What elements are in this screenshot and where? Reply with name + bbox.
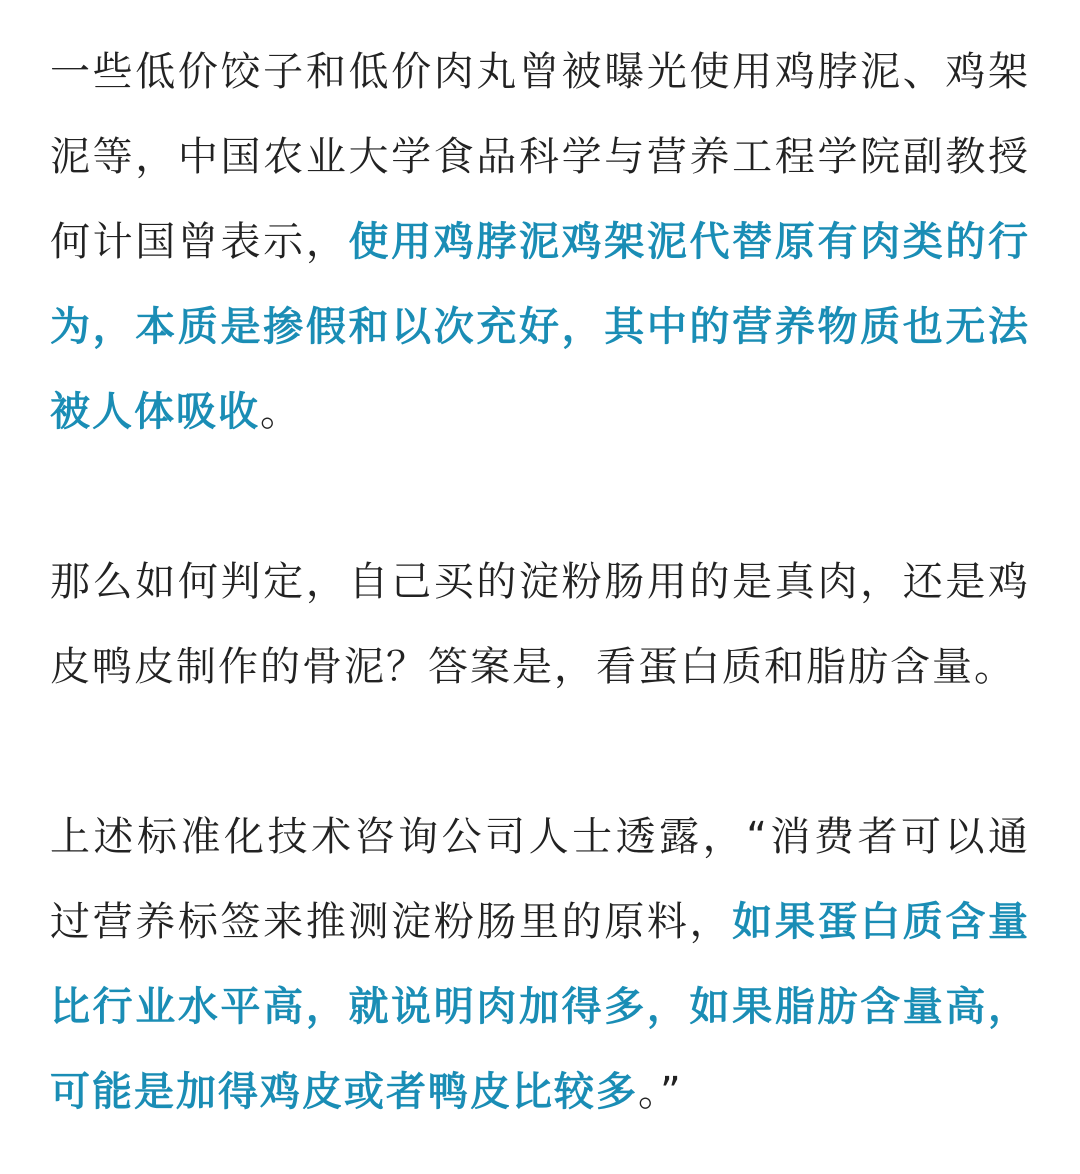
paragraph-1-text-a: 一些低价饺子和低价肉丸曾被曝光使用鸡脖泥、鸡架泥等，中国农业大学食品科学与营养工程学院副教授何计国曾表示，: [50, 49, 1030, 265]
paragraph-3: [50, 795, 1030, 1135]
paragraph-1-highlight: 使用鸡脖泥鸡架泥代替原有肉类的行为，本质是掺假和以次充好，其中的营养物质也无法被人体吸收: [50, 219, 1031, 435]
paragraph-2-text: 那么如何判定，自己买的淀粉肠用的是真肉，还是鸡皮鸭皮制作的骨泥？答案是，看蛋白质和脂肪含量。: [50, 559, 1030, 690]
article-body: [50, 30, 1030, 1135]
paragraph-1-text-b: 。: [260, 389, 302, 435]
paragraph-3-text-b: 。”: [638, 1069, 683, 1115]
paragraph-3-highlight: 如果蛋白质含量比行业水平高，就说明肉加得多，如果脂肪含量高，可能是加得鸡皮或者鸭皮比较多: [50, 899, 1031, 1115]
paragraph-2: [50, 540, 1030, 710]
paragraph-1: [50, 30, 1030, 455]
paragraph-3-text-a: 上述标准化技术咨询公司人士透露，“消费者可以通过营养标签来推测淀粉肠里的原料，: [50, 814, 1030, 945]
